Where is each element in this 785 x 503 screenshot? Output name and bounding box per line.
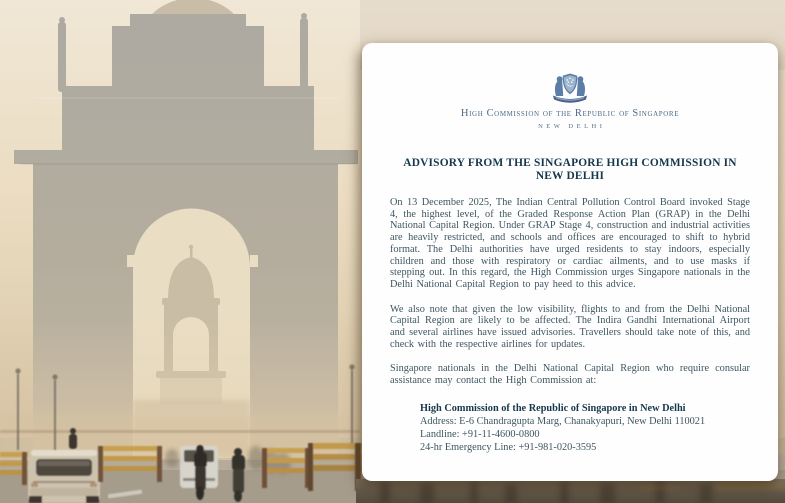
advisory-paragraph-1: On 13 December 2025, The Indian Central Pollution Control Board invoked Stage 4, the highest level, of the Graded Response Action Plan (GRAP) in the Delhi National Capital Region. Under GRAP Stage 4, construction and industrial activities are heavily restricted, and schools and offices are encouraged to shift to hybrid format. The Delhi authorities have urged residents to stay indoors, especially children and those with respiratory or cardiac ailments, and to use masks if stepping out. In this regard, the High Commission urges Singapore nationals in the Delhi National Capital Region to pay heed to this advice. xyxy=(390,197,750,290)
advisory-document xyxy=(362,43,778,481)
contact-block xyxy=(420,402,750,454)
contact-landline: Landline: +91-11-4600-0800 xyxy=(420,428,540,440)
contact-address: Address: E-6 Chandragupta Marg, Chanakyapuri, New Delhi 110021 xyxy=(420,415,706,427)
pedestrian xyxy=(69,428,77,449)
advisory-title: ADVISORY FROM THE SINGAPORE HIGH COMMISSION IN NEW DELHI xyxy=(403,157,737,182)
roadside-fence xyxy=(0,430,360,433)
letterhead-organization: High Commission of the Republic of Singapore xyxy=(460,108,680,119)
tiger-supporter xyxy=(577,76,585,96)
contact-emergency-line: 24-hr Emergency Line: +91-981-020-3595 xyxy=(420,441,597,453)
shadow-traffic-strip xyxy=(356,479,785,503)
letterhead-city: NEW DELHI xyxy=(538,123,606,130)
singapore-crest-icon xyxy=(550,70,590,104)
advisory-paragraph-3: Singapore nationals in the Delhi National Capital Region who require consular assistance may contact the High Commission at: xyxy=(390,363,750,387)
lion-supporter xyxy=(555,76,563,96)
beige-car xyxy=(28,450,100,503)
advisory-paragraph-2: We also note that given the low visibility, flights to and from the Delhi National Capital Region are likely to be affected. The Indira Gandhi International Airport and several airlines have issued advisories. Travellers should take note of this, and check with the respective airlines for updates. xyxy=(390,303,750,350)
contact-name: High Commission of the Republic of Singapore in New Delhi xyxy=(420,402,686,414)
shield-crescent-stars xyxy=(563,74,578,95)
